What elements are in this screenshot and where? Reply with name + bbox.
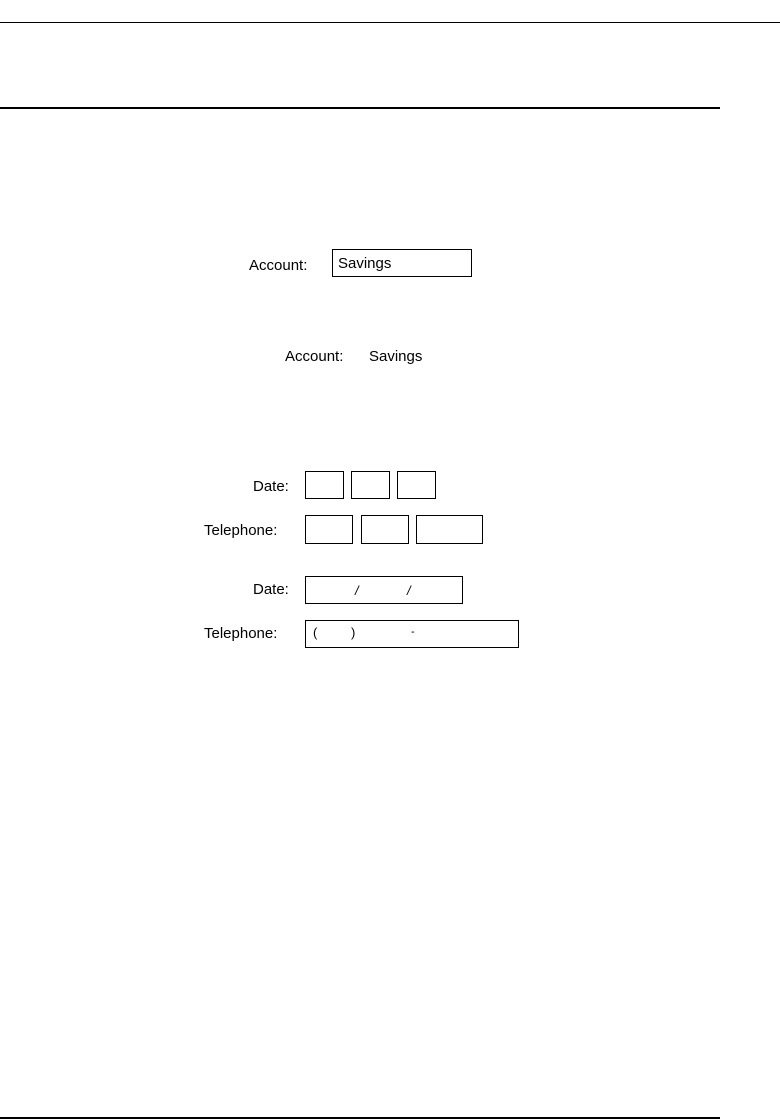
top-rule [0, 22, 780, 23]
telephone-area-code-input[interactable] [305, 515, 353, 544]
date-year-input[interactable] [397, 471, 436, 499]
phone-dash: - [411, 626, 415, 638]
masked-date-label: Date: [253, 581, 289, 598]
phone-open-paren: ( [313, 625, 318, 640]
date-separator: / [407, 583, 411, 598]
footer-rule [0, 1117, 720, 1119]
account-static-value: Savings [369, 348, 423, 365]
masked-telephone-label: Telephone: [204, 625, 278, 642]
telephone-label: Telephone: [204, 522, 278, 539]
account-input[interactable] [332, 249, 472, 277]
account-input-value: Savings [338, 255, 392, 272]
telephone-line-number-input[interactable] [416, 515, 483, 544]
telephone-prefix-input[interactable] [361, 515, 409, 544]
account-static-label: Account: [285, 348, 344, 365]
masked-telephone-input[interactable] [305, 620, 519, 648]
header-rule [0, 107, 720, 109]
phone-close-paren: ) [351, 625, 356, 640]
date-month-input[interactable] [305, 471, 344, 499]
date-label: Date: [253, 478, 289, 495]
account-label: Account: [249, 257, 308, 274]
date-separator: / [355, 583, 359, 598]
masked-date-input[interactable] [305, 576, 463, 604]
date-day-input[interactable] [351, 471, 390, 499]
